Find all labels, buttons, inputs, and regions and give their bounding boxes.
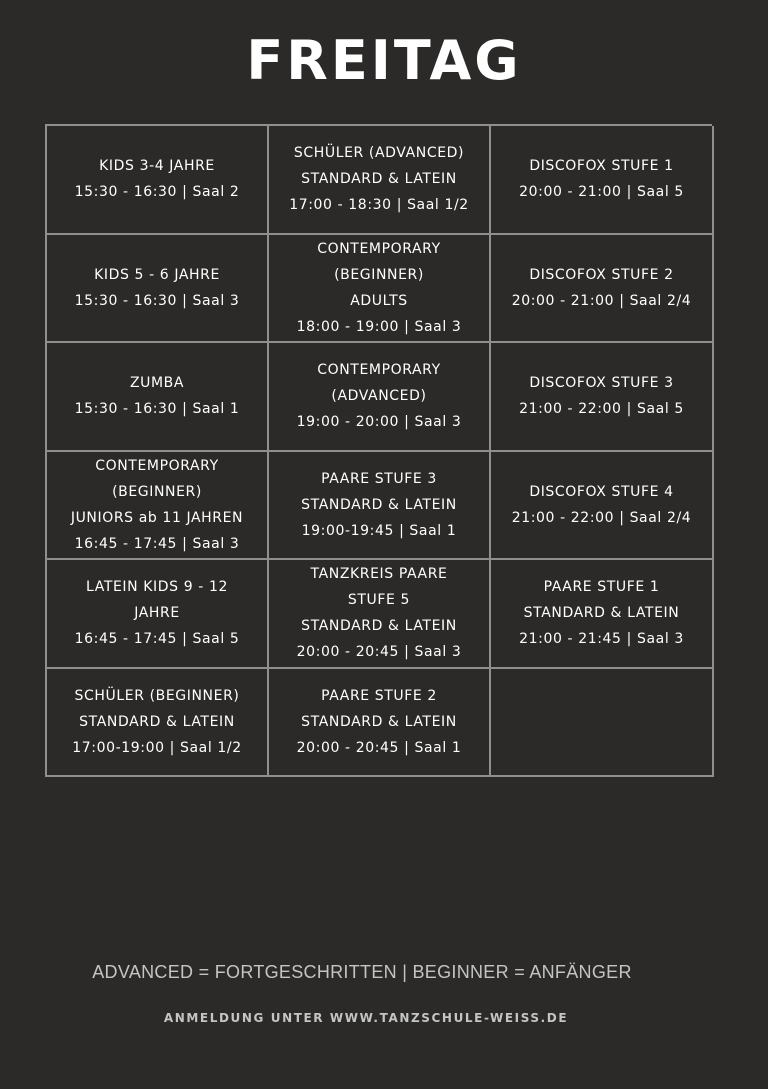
page-title: FREITAG (246, 29, 522, 92)
class-line: STUFE 5 (347, 592, 411, 609)
class-line: 16:45 - 17:45 | Saal 3 (74, 535, 240, 552)
schedule-cell (269, 560, 491, 669)
class-line: STANDARD & LATEIN (301, 713, 457, 730)
schedule-cell (491, 560, 714, 669)
class-line: 20:00 - 21:00 | Saal 5 (519, 184, 684, 201)
class-line: 15:30 - 16:30 | Saal 3 (74, 292, 240, 309)
class-line: PAARE STUFE 2 (321, 687, 437, 704)
schedule-cell (47, 560, 269, 669)
class-line: DISCOFOX STUFE 3 (529, 375, 674, 392)
class-line: 15:30 - 16:30 | Saal 2 (74, 184, 240, 201)
schedule-grid (45, 124, 712, 777)
schedule-cell (47, 126, 269, 235)
schedule-cell (269, 235, 491, 344)
schedule-cell (491, 235, 714, 344)
class-line: DISCOFOX STUFE 1 (529, 158, 674, 175)
schedule-cell (47, 452, 269, 561)
class-line: 16:45 - 17:45 | Saal 5 (74, 631, 240, 648)
class-line: 20:00 - 20:45 | Saal 3 (296, 644, 462, 661)
class-line: CONTEMPORARY (317, 362, 441, 379)
legend-text: ADVANCED = FORTGESCHRITTEN | BEGINNER = ANFÄNGER (92, 962, 632, 982)
class-line: 21:00 - 22:00 | Saal 5 (519, 401, 684, 418)
class-line: STANDARD & LATEIN (301, 618, 457, 635)
schedule-cell-empty (491, 669, 714, 778)
class-line: 21:00 - 21:45 | Saal 3 (519, 631, 684, 648)
class-line: PAARE STUFE 3 (321, 470, 437, 487)
schedule-cell (491, 343, 714, 452)
class-line: ADULTS (350, 292, 408, 309)
class-line: LATEIN KIDS 9 - 12 (86, 579, 228, 596)
class-line: STANDARD & LATEIN (301, 171, 457, 188)
class-line: SCHÜLER (ADVANCED) (293, 145, 465, 162)
class-line: (BEGINNER) (334, 266, 424, 283)
class-line: CONTEMPORARY (95, 457, 219, 474)
class-line: KIDS 3-4 JAHRE (99, 158, 215, 175)
class-line: JAHRE (134, 605, 180, 622)
schedule-cell (491, 126, 714, 235)
class-line: (BEGINNER) (112, 483, 202, 500)
schedule-cell (491, 452, 714, 561)
class-line: DISCOFOX STUFE 2 (529, 266, 674, 283)
class-line: 20:00 - 21:00 | Saal 2/4 (511, 292, 692, 309)
class-line: JUNIORS ab 11 JAHREN (70, 509, 244, 526)
class-line: KIDS 5 - 6 JAHRE (94, 266, 220, 283)
class-line: DISCOFOX STUFE 4 (529, 483, 674, 500)
schedule-cell (47, 669, 269, 778)
class-line: (ADVANCED) (331, 388, 427, 405)
class-line: 21:00 - 22:00 | Saal 2/4 (511, 509, 692, 526)
class-line: SCHÜLER (BEGINNER) (74, 687, 240, 704)
class-line: 17:00 - 18:30 | Saal 1/2 (289, 197, 469, 214)
schedule-cell (269, 126, 491, 235)
class-line: TANZKREIS PAARE (310, 566, 448, 583)
class-line: 18:00 - 19:00 | Saal 3 (296, 318, 462, 335)
schedule-cell (269, 669, 491, 778)
class-line: 20:00 - 20:45 | Saal 1 (296, 739, 462, 756)
class-line: PAARE STUFE 1 (543, 579, 660, 596)
class-line: STANDARD & LATEIN (301, 496, 457, 513)
schedule-cell (269, 452, 491, 561)
schedule-cell (47, 235, 269, 344)
class-line: CONTEMPORARY (317, 240, 441, 257)
class-line: 17:00-19:00 | Saal 1/2 (72, 739, 242, 756)
schedule-cell (269, 343, 491, 452)
signup-text: ANMELDUNG UNTER WWW.TANZSCHULE-WEISS.DE (163, 1011, 569, 1025)
class-line: ZUMBA (129, 375, 185, 392)
class-line: STANDARD & LATEIN (523, 605, 680, 622)
class-line: 19:00 - 20:00 | Saal 3 (296, 414, 462, 431)
class-line: 15:30 - 16:30 | Saal 1 (74, 401, 240, 418)
schedule-cell (47, 343, 269, 452)
class-line: 19:00-19:45 | Saal 1 (301, 522, 457, 539)
class-line: STANDARD & LATEIN (79, 713, 235, 730)
